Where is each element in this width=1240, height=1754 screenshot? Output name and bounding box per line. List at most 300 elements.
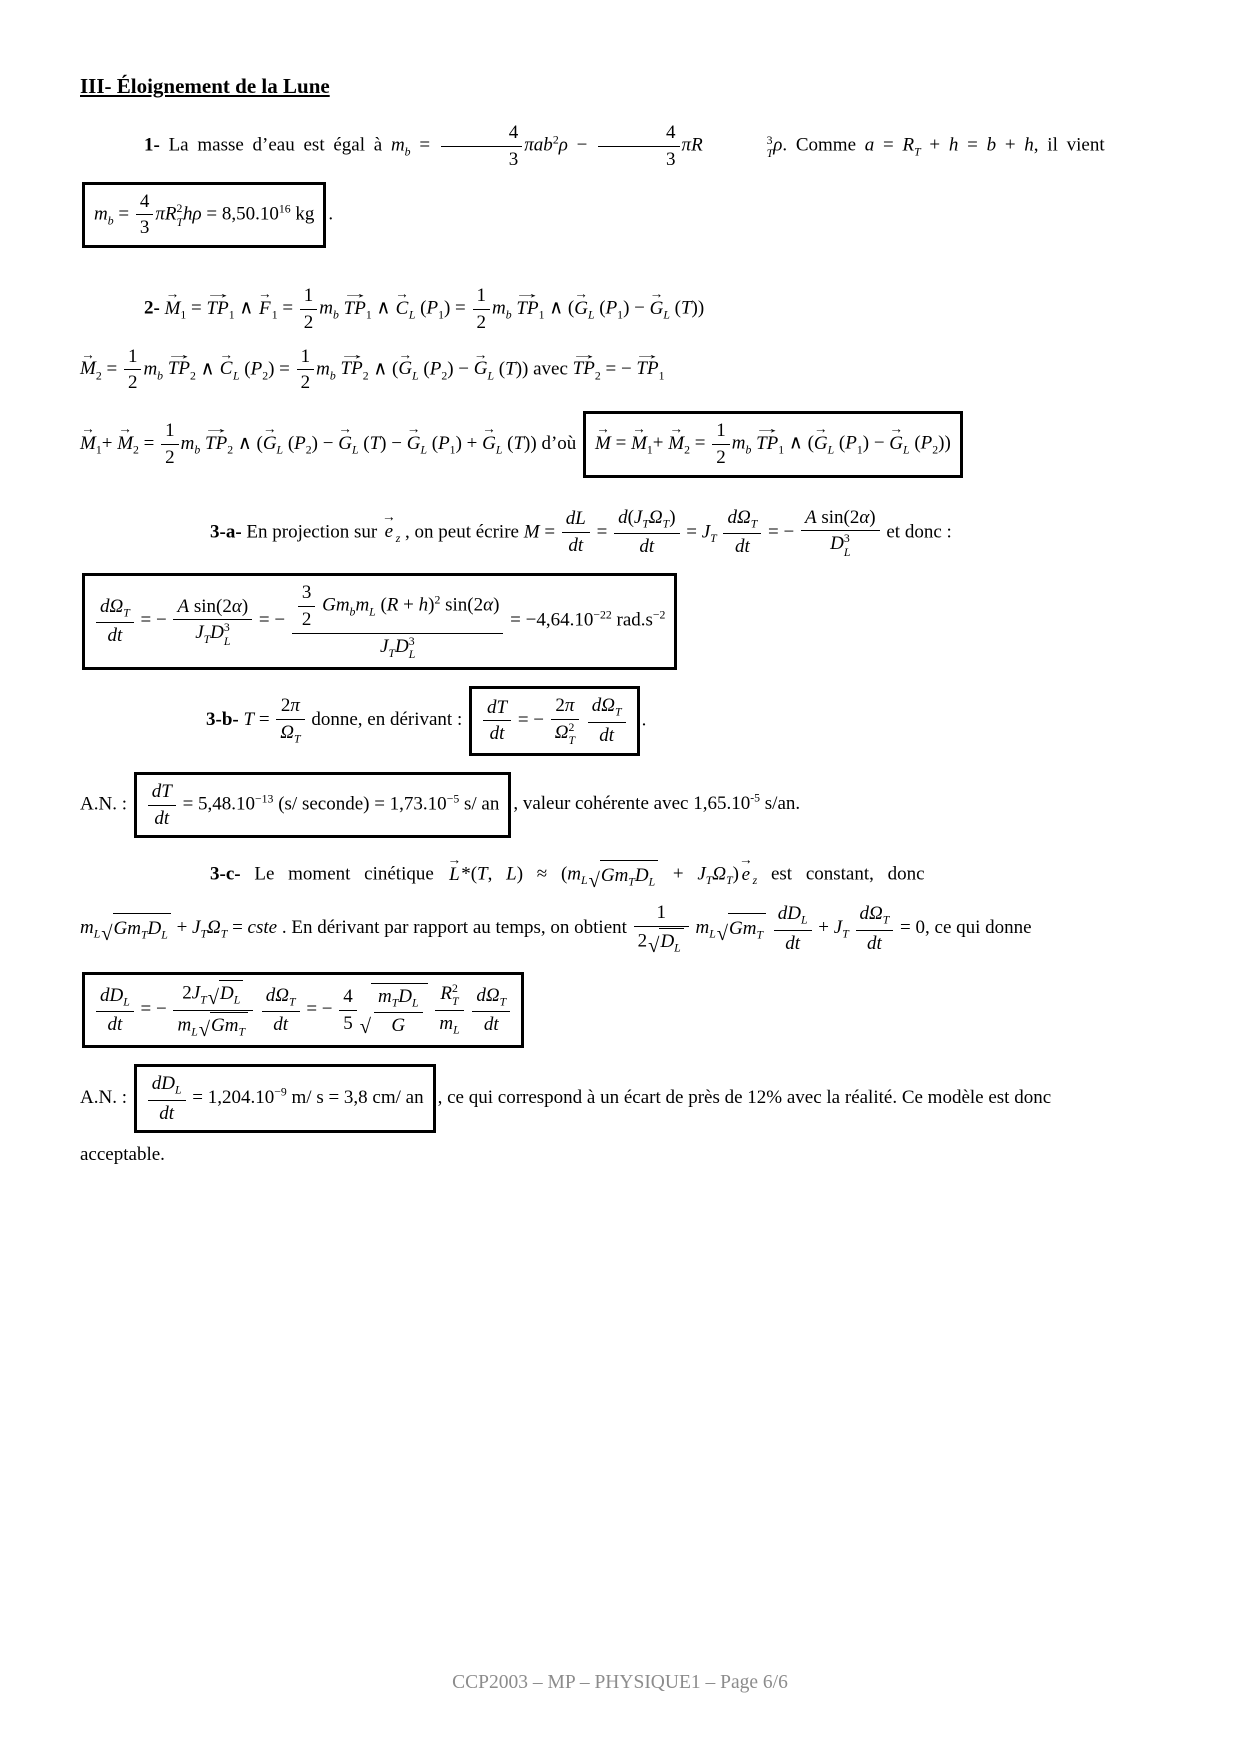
math-text: = − — [513, 709, 549, 731]
math-fraction — [483, 696, 511, 747]
math-subscript — [161, 929, 168, 942]
math-text: 3 — [139, 217, 150, 239]
sqrt-body — [659, 928, 683, 956]
vector-base — [341, 359, 363, 379]
math-text: 2 — [305, 443, 312, 457]
math-fraction — [723, 506, 761, 559]
vector-arrow-icon: → — [649, 286, 664, 302]
an1-remark — [513, 793, 800, 814]
radical-icon: √ — [207, 987, 219, 1010]
math-text: 2 — [301, 609, 312, 631]
math-text: . Comme — [782, 134, 865, 156]
math-variable: b — [333, 308, 339, 322]
math-text: 3 — [508, 148, 519, 170]
math-variable: T — [914, 145, 921, 159]
math-variable: D — [147, 917, 162, 939]
math-text: 3 — [666, 148, 676, 170]
fraction-denominator — [173, 620, 252, 648]
math-vector — [595, 421, 611, 454]
math-subscript — [294, 733, 301, 746]
vector-arrow-icon: → — [337, 346, 366, 362]
math-text: ( — [375, 594, 387, 616]
math-sub-sup — [409, 635, 416, 662]
math-variable: C — [219, 358, 233, 380]
math-variable: πR — [155, 203, 177, 225]
math-variable: dt — [107, 625, 123, 647]
boxed-formula-domega — [82, 573, 677, 670]
math-fraction — [588, 694, 626, 747]
math-variable: R — [440, 982, 452, 1004]
math-variable: T — [388, 646, 395, 660]
math-variable: dt — [489, 723, 505, 745]
math-variable: L — [93, 927, 101, 941]
math-vector — [337, 346, 366, 380]
math-text: = — [410, 134, 439, 156]
math-variable: TP — [206, 297, 229, 319]
math-variable: m — [731, 432, 746, 454]
vector-arrow-icon: → — [596, 421, 610, 437]
fraction-denominator — [473, 310, 491, 335]
math-variable: ρ — [558, 134, 568, 156]
math-text: -5 — [750, 792, 761, 806]
math-variable: T — [710, 531, 717, 545]
vector-base — [631, 434, 647, 454]
question-label: 3-c- — [210, 863, 255, 885]
math-variable: T — [391, 996, 399, 1010]
math-variable: z — [752, 874, 758, 888]
boxed-an-dDL — [134, 1064, 436, 1133]
math-text: 1 — [127, 345, 138, 367]
math-vector — [649, 286, 664, 319]
math-variable: hρ — [183, 203, 202, 225]
vector-arrow-icon: → — [632, 421, 646, 437]
fraction-numerator — [712, 419, 730, 445]
math-text: 1 — [300, 345, 311, 367]
fraction-denominator — [634, 927, 689, 956]
math-text: 1 — [656, 902, 666, 924]
math-variable: G — [406, 432, 421, 454]
math-text: = — [591, 520, 613, 542]
vector-arrow-icon: → — [262, 421, 277, 437]
math-variable: L — [174, 1083, 182, 1097]
fraction-numerator — [96, 984, 134, 1012]
math-text: ) — [732, 863, 739, 885]
math-variable: L — [506, 863, 517, 885]
math-text: 1 — [303, 285, 314, 306]
math-text: ( — [358, 432, 370, 454]
math-variable: T — [176, 215, 184, 229]
math-text: ∧ — [195, 358, 220, 380]
math-superscript — [750, 792, 760, 805]
fraction-numerator — [262, 984, 300, 1012]
math-variable: π — [564, 694, 575, 716]
math-vector — [631, 421, 647, 454]
math-text: + — [398, 594, 419, 616]
fraction-numerator — [588, 694, 626, 722]
fraction-denominator — [598, 147, 680, 172]
math-variable: α — [231, 595, 242, 617]
math-text: 2 — [555, 694, 565, 716]
math-text: −13 — [255, 792, 274, 806]
math-variable: P — [429, 358, 442, 380]
vector-base — [756, 434, 778, 454]
math-variable: L — [453, 1023, 460, 1037]
math-variable: dΩ — [476, 984, 500, 1006]
math-vector — [219, 346, 233, 380]
math-variable: a — [864, 134, 875, 156]
question-label: 1- — [144, 134, 169, 156]
math-variable: e — [741, 863, 750, 885]
fraction-numerator — [173, 980, 253, 1010]
math-text: = — [689, 432, 711, 454]
math-fraction — [374, 985, 423, 1038]
math-text: 4 — [343, 985, 353, 1007]
math-text: = − — [135, 998, 172, 1020]
math-variable: P — [438, 432, 450, 454]
math-subscript — [709, 928, 716, 941]
fraction-numerator — [562, 507, 590, 533]
math-variable: TP — [516, 297, 539, 319]
math-superscript — [452, 982, 459, 996]
math-text: sin(2 — [189, 595, 232, 617]
vector-arrow-icon: → — [738, 852, 753, 868]
math-variable: L — [709, 927, 716, 941]
fraction-numerator — [614, 506, 679, 534]
math-text: ( — [239, 358, 251, 380]
fraction-denominator — [562, 533, 590, 558]
math-text: ) — [428, 594, 435, 616]
vector-arrow-icon: → — [813, 421, 828, 437]
math-text: ) — [241, 595, 249, 617]
math-text: ) — [493, 594, 500, 616]
math-variable: T — [294, 732, 301, 746]
math-text: ) − — [623, 297, 650, 319]
math-variable: D — [210, 622, 224, 644]
vector-arrow-icon: → — [258, 286, 272, 302]
math-variable: m — [180, 432, 195, 454]
vector-base — [398, 359, 412, 379]
math-vector — [813, 421, 828, 454]
vector-base — [263, 434, 277, 454]
vector-base — [448, 865, 462, 885]
math-variable: L — [369, 605, 376, 619]
math-text: 2 — [190, 368, 196, 382]
math-variable: dT — [151, 780, 172, 802]
math-variable: L — [223, 635, 231, 649]
fraction-denominator — [161, 445, 179, 470]
math-text: ( — [834, 432, 846, 454]
math-variable: α — [859, 506, 870, 528]
math-text: rad.s — [611, 610, 653, 631]
math-text: ( — [283, 432, 295, 454]
math-text: −22 — [593, 608, 612, 622]
math-variable: m — [378, 985, 392, 1007]
section-title: III- Éloignement de la Lune — [80, 74, 330, 98]
math-fraction — [136, 190, 154, 241]
math-variable: L — [903, 443, 910, 457]
fraction-denominator — [148, 1101, 186, 1126]
formula-row-m2 — [80, 345, 1162, 396]
math-text: *( — [461, 863, 478, 885]
math-variable: L — [408, 648, 416, 662]
math-text: = 5,48.10 — [177, 793, 256, 815]
math-fraction — [96, 984, 134, 1037]
fraction-numerator — [723, 506, 761, 534]
math-variable: P — [294, 432, 306, 454]
vector-base — [338, 434, 352, 454]
fraction-denominator — [441, 147, 523, 172]
math-superscript — [274, 1086, 287, 1099]
math-fraction — [856, 902, 894, 955]
math-vector — [80, 346, 96, 380]
math-text: + — [920, 134, 949, 156]
math-fraction — [292, 581, 504, 662]
math-variable: T — [842, 927, 849, 941]
math-variable: G — [649, 297, 664, 319]
math-variable: A — [177, 595, 190, 617]
radical-icon: √ — [359, 1016, 372, 1039]
math-text: 5 — [343, 1012, 353, 1034]
math-text: s/an. — [760, 793, 801, 815]
vector-arrow-icon: → — [81, 346, 95, 362]
math-text: 1 — [646, 443, 653, 457]
fraction-numerator — [300, 284, 318, 310]
math-text: + — [813, 917, 834, 939]
math-text — [767, 917, 772, 938]
math-text: = — [227, 917, 248, 939]
math-fraction — [634, 901, 689, 956]
math-fraction — [562, 507, 590, 558]
math-text: ∧ ( — [544, 297, 575, 319]
math-subscript — [801, 914, 808, 927]
math-superscript — [409, 635, 416, 649]
math-text: , — [487, 863, 507, 885]
math-fraction — [598, 121, 680, 172]
math-variable: A — [804, 506, 817, 528]
vector-base — [207, 299, 229, 319]
math-text: 1 — [716, 420, 726, 441]
math-text: 3 — [766, 133, 773, 147]
math-variable: h — [948, 134, 959, 156]
math-vector — [382, 509, 396, 542]
radical-icon: √ — [588, 869, 600, 892]
sqrt-body — [600, 860, 658, 891]
math-fraction — [614, 506, 679, 559]
math-text: = — [610, 432, 632, 454]
math-variable: M — [523, 520, 540, 542]
vector-arrow-icon: → — [219, 346, 233, 362]
fraction-numerator — [298, 581, 316, 607]
vector-arrow-icon: → — [473, 346, 488, 362]
math-subscript — [330, 369, 336, 382]
math-text: ) = — [268, 358, 295, 380]
question-label: 2- — [144, 297, 165, 319]
math-text: = − — [254, 610, 290, 631]
fraction-numerator — [136, 190, 154, 216]
math-variable: T — [766, 147, 774, 161]
math-subscript — [191, 1025, 198, 1038]
math-variable: L — [827, 443, 835, 457]
math-variable: T — [238, 1025, 246, 1039]
math-text: −9 — [274, 1085, 287, 1099]
math-text: )) avec — [515, 358, 573, 380]
math-text: ( — [494, 358, 506, 380]
vector-arrow-icon: → — [165, 346, 193, 362]
math-variable: d — [618, 506, 628, 528]
math-variable: L — [648, 875, 656, 889]
math-variable: J — [195, 622, 204, 644]
fraction-numerator — [634, 901, 689, 927]
math-variable: b — [404, 145, 411, 159]
math-fraction — [441, 121, 523, 172]
math-variable: T — [680, 297, 692, 319]
math-variable: J — [191, 982, 201, 1004]
math-subscript — [581, 874, 588, 887]
vector-base — [595, 434, 611, 454]
math-variable: TP — [340, 358, 363, 380]
math-text: 1 — [271, 308, 278, 322]
fraction-denominator — [723, 534, 761, 559]
math-subscript — [674, 942, 681, 955]
math-variable: J — [192, 917, 201, 939]
fraction-denominator — [472, 1012, 510, 1037]
math-variable: P — [605, 297, 618, 319]
fraction-numerator — [148, 1072, 186, 1100]
paragraph-question3c-derivation — [80, 901, 1162, 956]
math-text: 3 — [223, 621, 230, 635]
math-variable: T — [123, 606, 130, 620]
math-text: 2 — [568, 720, 575, 734]
vector-base — [168, 359, 190, 379]
math-text: 2 — [434, 593, 441, 607]
math-variable: L — [801, 913, 808, 927]
math-subscript — [659, 369, 665, 382]
math-text: ( — [627, 506, 634, 528]
math-variable: b — [986, 134, 997, 156]
formula-row-m1 — [80, 284, 1162, 335]
math-sub-sup — [703, 134, 774, 161]
math-variable: T — [568, 734, 576, 748]
math-text: ( — [502, 432, 514, 454]
vector-base — [574, 299, 588, 319]
fraction-denominator — [551, 720, 579, 748]
math-text: 1 — [365, 308, 372, 322]
math-subscript — [412, 996, 419, 1009]
fraction-denominator — [136, 215, 154, 240]
math-fraction — [276, 694, 304, 747]
math-variable: L — [191, 1024, 198, 1038]
math-subscript — [409, 648, 416, 662]
math-variable: T — [452, 995, 459, 1009]
formula-m1-plus-m2 — [80, 420, 582, 468]
math-vector — [258, 286, 272, 319]
math-variable: M — [164, 297, 181, 319]
math-variable: b — [107, 213, 114, 227]
math-text: ( — [418, 358, 430, 380]
math-text: = — [958, 134, 987, 156]
math-variable: dT — [486, 696, 508, 718]
math-fraction — [774, 902, 812, 955]
math-text: 3 — [843, 532, 850, 546]
vector-arrow-icon: → — [570, 346, 598, 362]
math-text: = — [874, 134, 903, 156]
math-text: ( — [669, 297, 681, 319]
math-variable: dΩ — [265, 984, 290, 1006]
math-subscript — [842, 928, 849, 941]
math-variable: b — [194, 443, 201, 457]
math-variable: J — [701, 520, 711, 542]
math-variable: m — [94, 203, 108, 225]
math-variable: T — [662, 517, 670, 531]
math-text: (s/ seconde) = 1,73.10 — [273, 793, 447, 815]
math-variable: e — [384, 520, 394, 542]
fraction-denominator — [856, 931, 894, 956]
math-variable: T — [477, 863, 488, 885]
math-vector — [203, 286, 232, 319]
math-superscript — [844, 532, 851, 546]
fraction-numerator — [96, 595, 134, 623]
math-text: ( — [909, 432, 921, 454]
paragraph-question1 — [80, 121, 1162, 172]
math-variable: T — [141, 928, 148, 942]
math-variable: G — [889, 432, 904, 454]
math-text: = — [113, 203, 134, 225]
math-superscript — [653, 609, 666, 622]
fraction-denominator — [276, 720, 304, 747]
math-variable: G — [398, 358, 413, 380]
math-text: Le moment cinétique — [254, 863, 448, 885]
math-subscript — [751, 518, 758, 531]
vector-arrow-icon: → — [447, 852, 462, 868]
math-subscript — [200, 994, 207, 1007]
math-variable: T — [220, 927, 228, 941]
fraction-denominator — [96, 623, 134, 648]
math-text: 1 — [449, 443, 456, 457]
math-subscript — [756, 929, 763, 942]
math-fraction — [551, 694, 579, 748]
vector-arrow-icon: → — [202, 421, 230, 437]
math-text: = — [101, 358, 122, 380]
math-vector — [164, 286, 181, 319]
math-text: = − — [763, 520, 799, 542]
math-variable: L — [420, 443, 427, 457]
math-vector — [570, 346, 598, 380]
math-superscript — [279, 202, 291, 215]
boxed-formula-dT — [469, 686, 640, 756]
math-text: 1 — [538, 308, 545, 322]
math-text: −2 — [652, 608, 666, 622]
vector-arrow-icon: → — [338, 421, 352, 437]
math-variable: dt — [867, 932, 882, 954]
fraction-denominator — [124, 370, 142, 395]
result-row-dDL — [80, 970, 1162, 1050]
sqrt-body — [210, 1012, 248, 1040]
math-text: ) — [869, 506, 876, 528]
math-variable: J — [379, 635, 389, 657]
math-text — [581, 709, 586, 730]
math-text: = — [254, 709, 275, 731]
math-fraction — [96, 595, 134, 648]
math-variable: L — [233, 993, 241, 1007]
math-text: 2 — [452, 981, 458, 995]
math-variable: Ω — [648, 506, 663, 528]
vector-base — [739, 865, 753, 885]
paragraph-question3c — [80, 852, 1162, 892]
math-vector — [406, 421, 421, 454]
math-vector — [574, 286, 588, 319]
math-variable: dt — [154, 807, 170, 829]
an2-label: A.N. : — [80, 1087, 132, 1109]
